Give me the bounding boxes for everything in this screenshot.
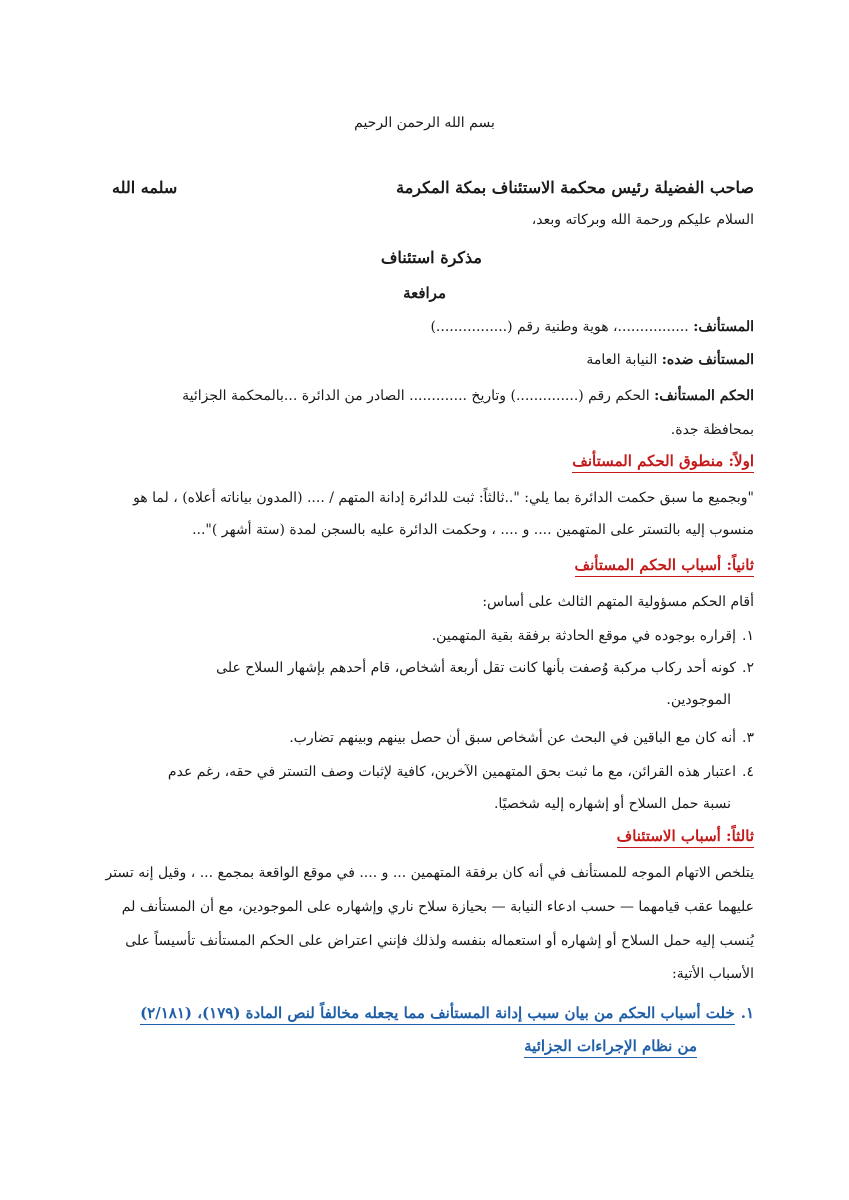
list-item-number: ٣. (742, 730, 754, 746)
memo-title: مذكرة استئناف (380, 248, 482, 267)
list-item-cont: نسبة حمل السلاح أو إشهاره إليه شخصيًا. (493, 796, 731, 812)
list-item (432, 628, 754, 644)
list-item-text: اعتبار هذه القرائن، مع ما ثبت بحق المتهمين الآخرين، كافية لإثبات وصف التستر في حقه، رغم عدم (167, 764, 737, 780)
reason1-number: ١. (740, 1004, 754, 1022)
respondent-label: المستأنف ضده: (661, 352, 754, 368)
basmala: بسم الله الرحمن الرحيم (354, 115, 495, 131)
memo-subtitle: مرافعة (403, 284, 446, 302)
section3-line: الأسباب الأتية: (672, 966, 754, 982)
judgment-label: الحكم المستأنف: (654, 388, 754, 404)
list-item-number: ٢. (742, 660, 754, 676)
section3-line: يتلخص الاتهام الموجه للمستأنف في أنه كان برفقة المتهمين ... و .... في موقع الواقعة بمجمع ... ، وقيل إنه تستر (105, 865, 754, 881)
respondent-field (586, 352, 754, 368)
judgment-field (182, 388, 754, 404)
section1-line: منسوب إليه بالتستر على المتهمين .... و .... ، وحكمت الدائرة عليه بالسجن لمدة (ستة أشهر )"... (192, 522, 754, 538)
appellant-value: ................، هوية وطنية رقم (................) (430, 319, 694, 335)
judgment-value: الحكم رقم (..............) وتاريخ ............. الصادر من الدائرة ...بالمحكمة الجزائية (182, 388, 655, 404)
list-item-number: ١. (742, 628, 754, 644)
judgment-value-cont: بمحافظة جدة. (670, 422, 754, 438)
section2-heading: ثانياً: أسباب الحكم المستأنف (575, 556, 754, 577)
list-item-text: كونه أحد ركاب مركبة وُصفت بأنها كانت تقل أربعة أشخاص، قام أحدهم بإشهار السلاح على (216, 660, 737, 676)
section3-heading: ثالثاً: أسباب الاستئناف (617, 827, 754, 848)
list-item-text: إقراره بوجوده في موقع الحادثة برفقة بقية المتهمين. (431, 628, 737, 644)
section3-line: يُنسب إليه حمل السلاح أو إشهاره أو استعماله بنفسه ولذلك فإنني اعتراض على الحكم المستأنف تأسيساً على (125, 933, 754, 949)
section1-heading: اولاً: منطوق الحكم المستأنف (572, 452, 754, 473)
respondent-value: النيابة العامة (586, 352, 662, 368)
appellant-field (430, 319, 754, 335)
list-item-number: ٤. (742, 764, 754, 780)
addressee: صاحب الفضيلة رئيس محكمة الاستئناف بمكة المكرمة (396, 178, 754, 197)
section2-intro: أقام الحكم مسؤولية المتهم الثالث على أساس: (482, 594, 754, 610)
reason1-text: خلت أسباب الحكم من بيان سبب إدانة المستأنف مما يجعله مخالفاً لنص المادة (١٧٩)، (٢/١٨١) (140, 1004, 735, 1025)
section3-line: عليهما عقب قيامهما — حسب ادعاء النيابة — بحيازة سلاح ناري وإشهاره على الموجودين، مع أن المستأنف لم (121, 899, 754, 915)
reason1-heading-cont (524, 1037, 697, 1055)
list-item-text: أنه كان مع الباقين في البحث عن أشخاص سبق أن حصل بينهم وبينهم تضارب. (289, 730, 737, 746)
list-item (216, 660, 754, 676)
list-item (289, 730, 754, 746)
list-item (168, 764, 754, 780)
appellant-label: المستأنف: (693, 319, 754, 335)
section1-line: "وبجميع ما سبق حكمت الدائرة بما يلي: "..ثالثاً: ثبت للدائرة إدانة المتهم / .... (المدون بياناته أعلاه) ، لما هو (133, 490, 754, 506)
reason1-text-cont: من نظام الإجراءات الجزائية (524, 1037, 697, 1058)
list-item-cont: الموجودين. (666, 692, 731, 708)
reason1-heading (140, 1004, 754, 1022)
addressee-blessing: سلمه الله (112, 178, 178, 197)
greeting: السلام عليكم ورحمة الله وبركاته وبعد، (531, 212, 754, 228)
